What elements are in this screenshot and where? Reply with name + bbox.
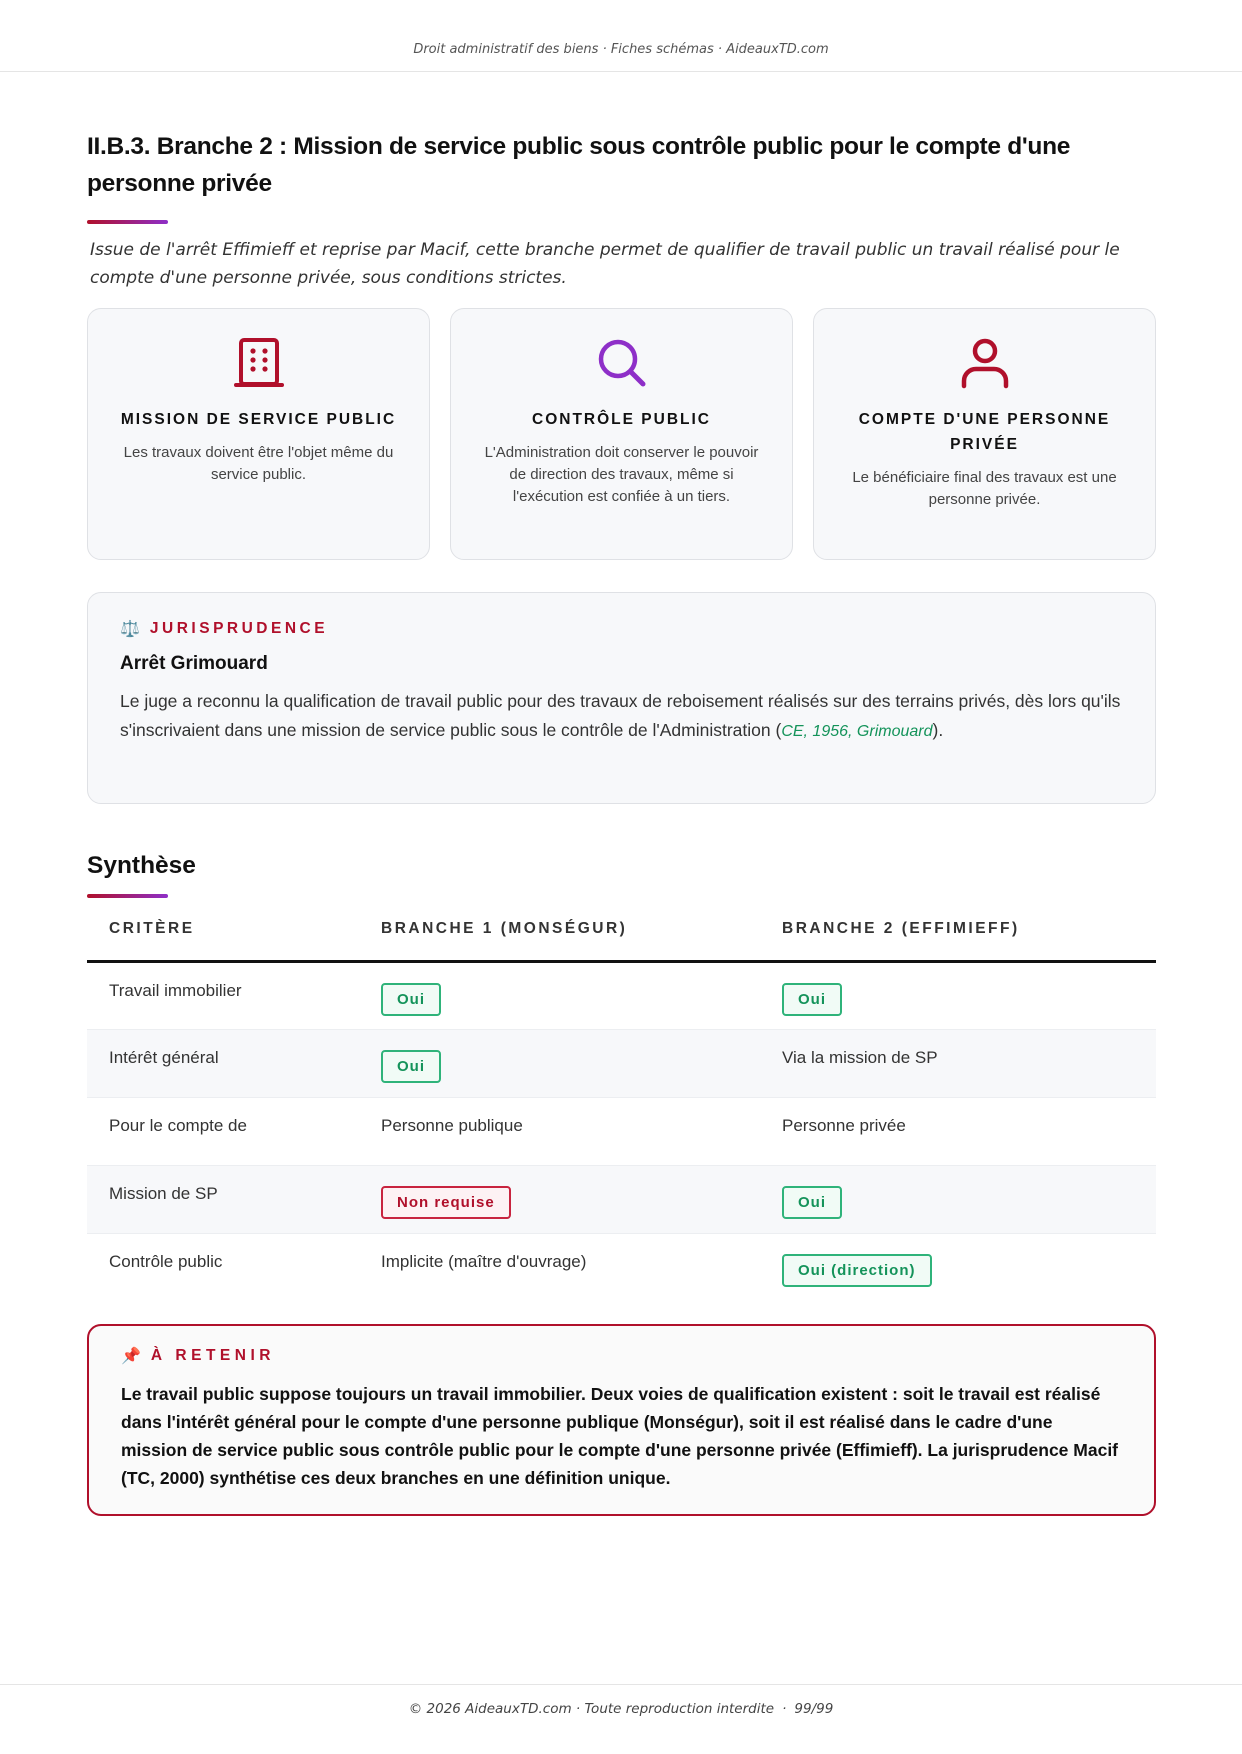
synthese-table <box>87 920 1156 1302</box>
cell-branche2: Personne privée <box>760 1098 1156 1166</box>
table-row <box>87 1098 1156 1166</box>
retenir-text-part: (Monségur), soit il est réalisé dans le cadre d'une <box>638 1411 1053 1432</box>
cell-critere: Intérêt général <box>87 1030 359 1098</box>
cell-branche1 <box>359 1030 760 1098</box>
card-personne-privee <box>813 308 1156 560</box>
cell-branche2 <box>760 1166 1156 1234</box>
card-title: CONTRÔLE PUBLIC <box>532 411 711 428</box>
cell-critere: Pour le compte de <box>87 1098 359 1166</box>
jurisprudence-label <box>120 619 1123 639</box>
retenir-label-text: À RETENIR <box>150 1346 275 1364</box>
card-description: Le bénéficiaire final des travaux est une personne privée. <box>852 469 1117 508</box>
card-title: COMPTE D'UNE PERSONNE PRIVÉE <box>858 411 1111 453</box>
section-title: II.B.3. Branche 2 : Mission de service public sous contrôle public pour le compte d'une personne privée <box>87 133 1071 197</box>
cell-critere: Mission de SP <box>87 1166 359 1234</box>
cell-branche2 <box>760 1234 1156 1302</box>
status-badge: Oui <box>381 1050 441 1083</box>
scales-icon: ⚖️ <box>120 621 140 638</box>
cell-critere: Contrôle public <box>109 1252 223 1271</box>
column-header: CRITÈRE <box>87 920 359 962</box>
case-summary <box>120 687 1123 746</box>
jurisprudence-label-text: JURISPRUDENCE <box>149 620 329 637</box>
pushpin-icon: 📌 <box>121 1347 141 1365</box>
retenir-text-part: Le travail public suppose toujours un <box>121 1383 438 1404</box>
retenir-text-part: . Deux voies de qualification existent : soit le travail est réalisé dans l' <box>121 1383 1101 1432</box>
cell-branche1: Personne publique <box>359 1098 760 1166</box>
page-number: 99/99 <box>794 1701 834 1717</box>
cell-critere: Travail immobilier <box>87 962 359 1030</box>
retenir-box <box>87 1324 1156 1516</box>
person-icon <box>834 337 1135 389</box>
case-summary-text: Le juge a reconnu la qualification de travail public pour des travaux de reboisement réalisés sur des terrains privés, dès lors qu'ils s'inscrivaient dans une mission de service public sous le contrôle de l'Administration ( <box>120 691 1121 740</box>
header-text: Droit administratif des biens · Fiches schémas · AideauxTD.com <box>413 42 829 57</box>
status-badge: Non requise <box>381 1186 511 1219</box>
case-name: Arrêt Grimouard <box>120 653 268 674</box>
card-title: MISSION DE SERVICE PUBLIC <box>120 411 397 428</box>
criteria-cards <box>87 308 1156 560</box>
main-content <box>87 128 1156 1516</box>
section-intro: Issue de l'arrêt Effimieff et reprise par Macif, cette branche permet de qualifier de travail public un travail réalisé pour le compte d'une personne privée, sous conditions strictes. <box>90 240 1120 288</box>
retenir-highlight: intérêt général pour le compte d'une personne publique <box>175 1411 639 1432</box>
retenir-label <box>121 1346 1122 1366</box>
cell-branche2 <box>760 962 1156 1030</box>
table-row <box>87 1030 1156 1098</box>
column-header: BRANCHE 1 (MONSÉGUR) <box>359 920 760 962</box>
table-header-row <box>87 920 1156 962</box>
status-badge: Oui <box>782 1186 842 1219</box>
synthese-underline <box>87 894 168 898</box>
card-controle <box>450 308 793 560</box>
column-header: BRANCHE 2 (EFFIMIEFF) <box>760 920 1156 962</box>
page-header <box>0 0 1242 72</box>
case-summary-end: ). <box>932 720 944 740</box>
cell-branche1 <box>359 962 760 1030</box>
table-row <box>87 962 1156 1030</box>
retenir-highlight: travail immobilier <box>437 1383 581 1404</box>
table-row <box>87 1166 1156 1234</box>
title-underline <box>87 220 168 224</box>
synthese-title: Synthèse <box>87 852 196 879</box>
status-badge: Oui <box>381 983 441 1016</box>
building-icon <box>108 337 409 389</box>
retenir-text-part: pour le compte d'une personne privée (Effimieff). La jurisprudence Macif (TC, 2000) synthétise ces deux branches en une définition unique. <box>121 1439 1119 1488</box>
retenir-highlight: mission de service public sous contrôle public <box>121 1439 510 1460</box>
card-mission <box>87 308 430 560</box>
status-badge: Oui (direction) <box>782 1254 932 1287</box>
retenir-text <box>121 1380 1122 1492</box>
search-icon <box>471 337 772 389</box>
cell-branche1 <box>359 1166 760 1234</box>
page-footer: © 2026 AideauxTD.com · Toute reproduction interdite · 99/99 <box>0 1684 1242 1717</box>
footer-copyright: © 2026 AideauxTD.com · Toute reproduction interdite <box>408 1701 775 1717</box>
cell-branche2: Via la mission de SP <box>760 1030 1156 1098</box>
card-description: L'Administration doit conserver le pouvoir de direction des travaux, même si l'exécution est confiée à un tiers. <box>484 444 759 505</box>
cell-branche1: Implicite (maître d'ouvrage) <box>381 1252 587 1271</box>
card-description: Les travaux doivent être l'objet même du service public. <box>123 444 394 483</box>
status-badge: Oui <box>782 983 842 1016</box>
case-citation: CE, 1956, Grimouard <box>781 723 933 740</box>
jurisprudence-box <box>87 592 1156 804</box>
table-row <box>87 1234 1156 1302</box>
